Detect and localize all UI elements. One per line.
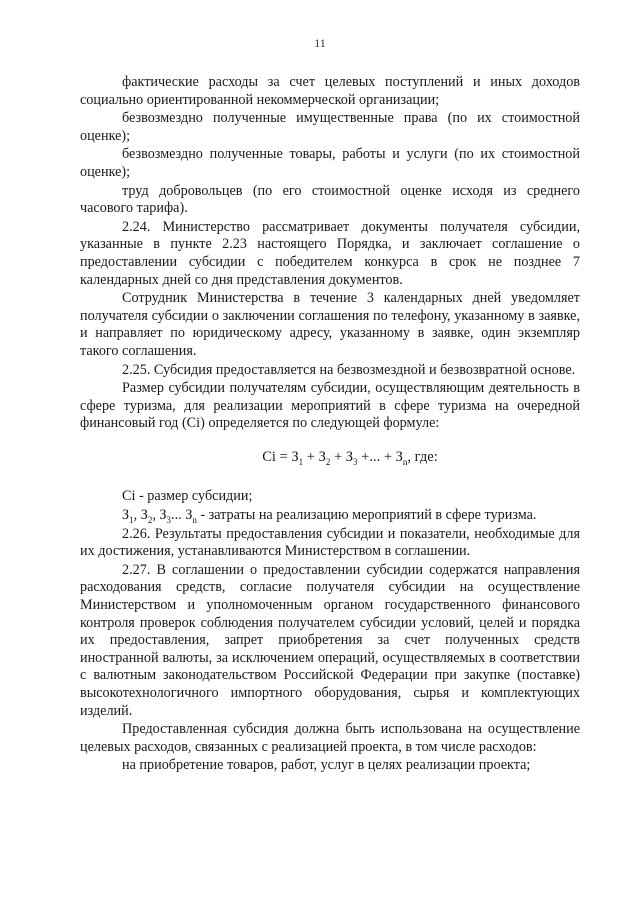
def-part: З	[122, 507, 130, 524]
formula-part: + З	[330, 448, 354, 465]
formula-part: +... + З	[357, 448, 403, 465]
def-part: ... З	[171, 507, 193, 524]
paragraph: безвозмездно полученные товары, работы и услуги (по их стоимостной оценке);	[80, 146, 580, 180]
formula-subscript: n	[402, 456, 408, 467]
paragraph-2-25: 2.25. Субсидия предоставляется на безвозмездной и безвозвратной основе.	[122, 361, 576, 378]
paragraph: фактические расходы за счет целевых поступлений и иных доходов социально ориентированной некоммерческой организации;	[80, 74, 580, 108]
def-subscript: 3	[166, 514, 172, 525]
formula-part: + З	[303, 448, 326, 465]
def-subscript: 1	[129, 514, 134, 525]
z-definition	[80, 507, 580, 525]
formula-subscript: 3	[353, 456, 358, 467]
paragraph-2-24: 2.24. Министерство рассматривает документы получателя субсидии, указанные в пункте 2.23 настоящего Порядка, и заключает соглашение о предоставлении субсидии с победителем конкурса в срок не позднее 7 календарных дней со дня представления документов.	[80, 218, 580, 288]
formula-subscript: 1	[298, 456, 304, 467]
paragraph: Предоставленная субсидия должна быть использована на осуществление целевых расходов, связанных с реализацией проекта, в том числе расходов:	[80, 721, 580, 755]
formula-subscript: 2	[325, 456, 331, 467]
paragraph: на приобретение товаров, работ, услуг в целях реализации проекта;	[122, 757, 531, 774]
def-subscript: n	[192, 514, 197, 525]
paragraph: Размер субсидии получателям субсидии, осуществляющим деятельность в сфере туризма, для реализации мероприятий в сфере туризма на очередной финансовый год (Ci) определяется по следующей формуле:	[80, 380, 580, 432]
paragraph-2-27: 2.27. В соглашении о предоставлении субсидии содержатся направления расходования средств, согласие получателя субсидии на осуществление Министерством и уполномоченным органом государственного финансового контроля проверок соблюдения получателем субсидии условий, целей и порядка их предоставления, запрет приобретения за счет полученных средств иностранной валюты, за исключением операций, осуществляемых в соответствии с валютным законодательством Российской Федерации при закупке (поставке) высокотехнологичного импортного оборудования, сырья и комплектующих изделий.	[80, 561, 580, 719]
document-body	[80, 74, 580, 776]
def-part: - затраты на реализацию мероприятий в сфере туризма.	[196, 507, 537, 524]
formula-part: , где:	[407, 448, 438, 465]
paragraph-2-26: 2.26. Результаты предоставления субсидии и показатели, необходимые для их достижения, устанавливаются Министерством в соглашении.	[80, 525, 580, 560]
subsidy-formula	[80, 449, 580, 467]
def-subscript: 2	[147, 514, 153, 525]
formula-part: Ci = З	[262, 448, 299, 465]
page-number: 11	[314, 36, 326, 50]
paragraph: труд добровольцев (по его стоимостной оценке исходя из среднего часового тарифа).	[80, 182, 580, 217]
paragraph: безвозмездно полученные имущественные права (по их стоимостной оценке);	[80, 110, 580, 144]
def-part: , З	[133, 507, 148, 524]
def-part: , З	[152, 507, 167, 524]
ci-definition: Ci - размер субсидии;	[122, 488, 253, 505]
paragraph: Сотрудник Министерства в течение 3 календарных дней уведомляет получателя субсидии о заключении соглашения по телефону, указанному в заявке, и направляет по юридическому адресу, указанному в заявке, один экземпляр такого соглашения.	[80, 290, 580, 359]
